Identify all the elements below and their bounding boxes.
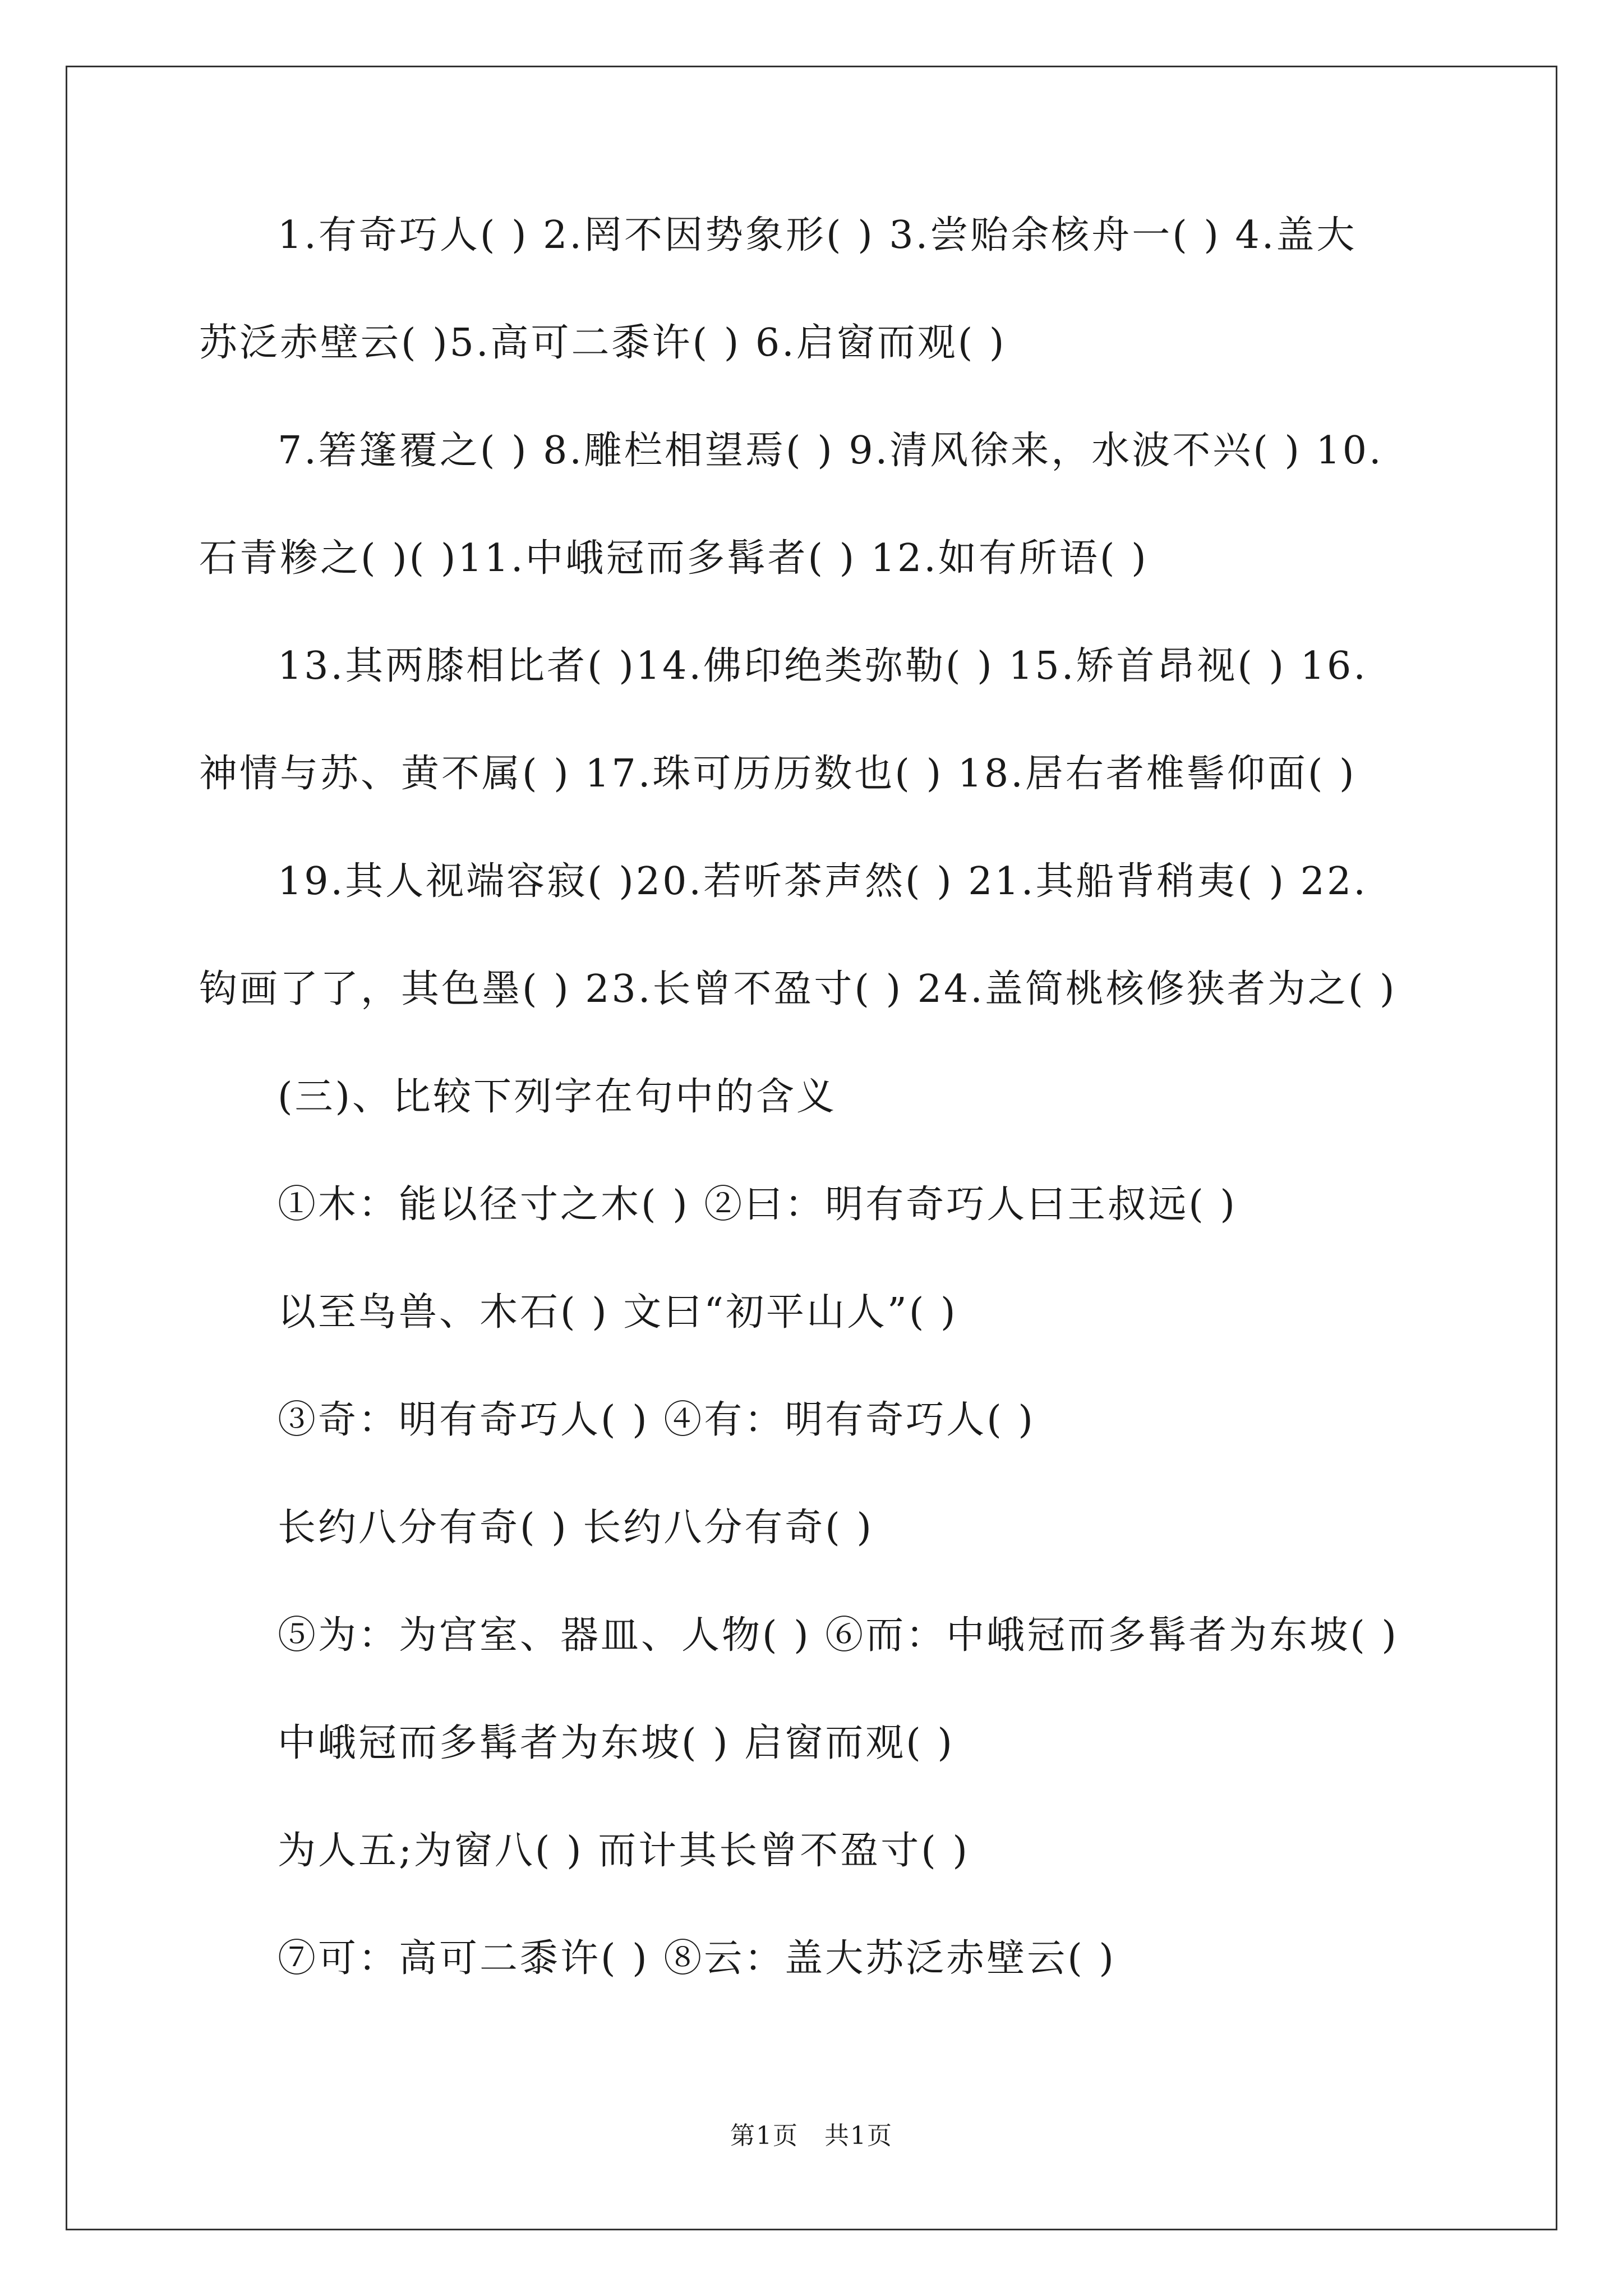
text-line: 钩画了了，其色墨( ) 23.长曾不盈寸( ) 24.盖简桃核修狭者为之( ) [199, 967, 1397, 1011]
text-line: ①木：能以径寸之木( ) ②曰：明有奇巧人曰王叔远( ) [278, 1182, 1237, 1227]
page-border [66, 66, 1557, 2230]
page-footer: 第1页 共1页 [730, 2122, 893, 2150]
text-line: 7.箬篷覆之( ) 8.雕栏相望焉( ) 9.清风徐来，水波不兴( ) 10. [278, 429, 1384, 473]
text-line: ③奇：明有奇巧人( ) ④有：明有奇巧人( ) [278, 1398, 1035, 1442]
text-line: 神情与苏、黄不属( ) 17.珠可历历数也( ) 18.居右者椎髻仰面( ) [199, 752, 1357, 796]
text-line: 长约八分有奇( ) 长约八分有奇( ) [278, 1506, 874, 1550]
section-heading: (三)、比较下列字在句中的含义 [278, 1075, 837, 1119]
text-line: 石青糁之( )( )11.中峨冠而多髯者( ) 12.如有所语( ) [199, 536, 1149, 581]
text-line: 以至鸟兽、木石( ) 文曰“初平山人”( ) [278, 1290, 958, 1335]
text-line: 1.有奇巧人( ) 2.罔不因势象形( ) 3.尝贻余核舟一( ) 4.盖大 [278, 213, 1357, 257]
text-line: 苏泛赤壁云( )5.高可二黍许( ) 6.启窗而观( ) [199, 321, 1007, 365]
text-line: 为人五;为窗八( ) 而计其长曾不盈寸( ) [278, 1829, 970, 1873]
text-line: ⑦可：高可二黍许( ) ⑧云：盖大苏泛赤壁云( ) [278, 1936, 1116, 1981]
text-line: 19.其人视端容寂( )20.若听茶声然( ) 21.其船背稍夷( ) 22. [278, 859, 1368, 904]
text-line: ⑤为：为宫室、器皿、人物( ) ⑥而：中峨冠而多髯者为东坡( ) [278, 1613, 1399, 1658]
text-line: 13.其两膝相比者( )14.佛印绝类弥勒( ) 15.矫首昂视( ) 16. [278, 644, 1368, 688]
text-line: 中峨冠而多髯者为东坡( ) 启窗而观( ) [278, 1721, 955, 1765]
